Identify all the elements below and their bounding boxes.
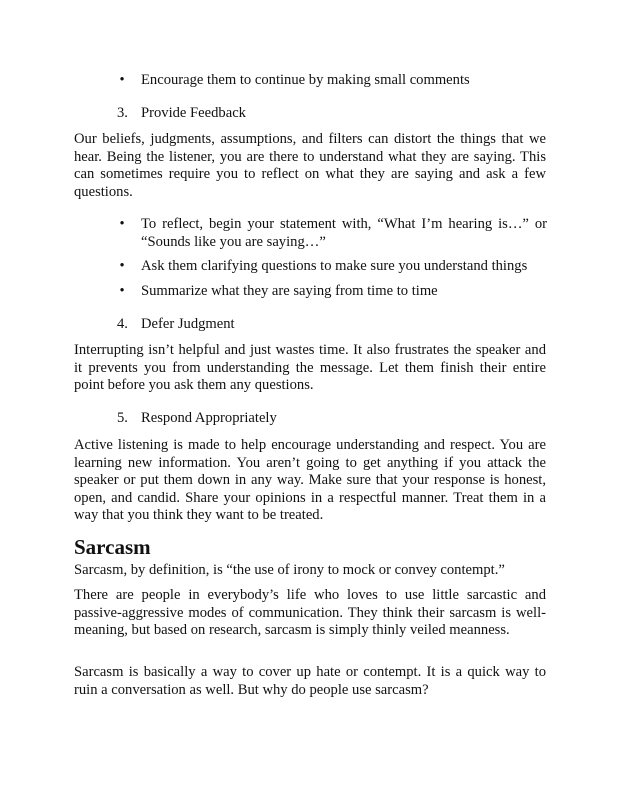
paragraph-sarcasm-why: Sarcasm is basically a way to cover up hate or contempt. It is a quick way to ruin a conversation as well. But why do people use sarcasm? — [74, 664, 546, 698]
list-item-text: Ask them clarifying questions to make sure you understand things — [141, 258, 528, 274]
paragraph-sarcasm-definition: Sarcasm, by definition, is “the use of irony to mock or convey contempt.” — [74, 562, 505, 578]
list-number: 3. — [117, 105, 128, 121]
bullet-icon: • — [119, 216, 125, 232]
paragraph-respond: Active listening is made to help encourage understanding and respect. You are learning new information. You aren’t going to get anything if you attack the speaker or put them down in any way. Make sure that your response is honest, open, and candid. Share your opinions in a respectful manner. Treat them in a way that you think they want to be treated. — [74, 437, 546, 523]
list-item-text: Encourage them to continue by making small comments — [141, 72, 470, 88]
numbered-heading-text: Respond Appropriately — [141, 410, 277, 426]
bullet-icon: • — [119, 72, 125, 88]
list-number: 5. — [117, 410, 128, 426]
numbered-heading-text: Defer Judgment — [141, 316, 235, 332]
list-item-text: Summarize what they are saying from time to time — [141, 283, 438, 299]
paragraph-defer: Interrupting isn’t helpful and just wastes time. It also frustrates the speaker and it prevents you from understanding the message. Let them finish their entire point before you ask them any questions. — [74, 342, 546, 393]
bullet-icon: • — [119, 258, 125, 274]
bullet-icon: • — [119, 283, 125, 299]
list-number: 4. — [117, 316, 128, 332]
paragraph-feedback: Our beliefs, judgments, assumptions, and filters can distort the things that we hear. Being the listener, you are there to understand what they are saying. This can sometimes require you to reflect on what they are saying and ask a few questions. — [74, 131, 546, 200]
numbered-heading-text: Provide Feedback — [141, 105, 246, 121]
section-heading-sarcasm: Sarcasm — [74, 535, 151, 559]
list-item-text: To reflect, begin your statement with, “What I’m hearing is…” or “Sounds like you are saying…” — [141, 216, 547, 250]
paragraph-sarcasm-people: There are people in everybody’s life who loves to use little sarcastic and passive-aggressive modes of communication. They think their sarcasm is well-meaning, but based on research, sarcasm is simply thinly veiled meanness. — [74, 587, 546, 638]
